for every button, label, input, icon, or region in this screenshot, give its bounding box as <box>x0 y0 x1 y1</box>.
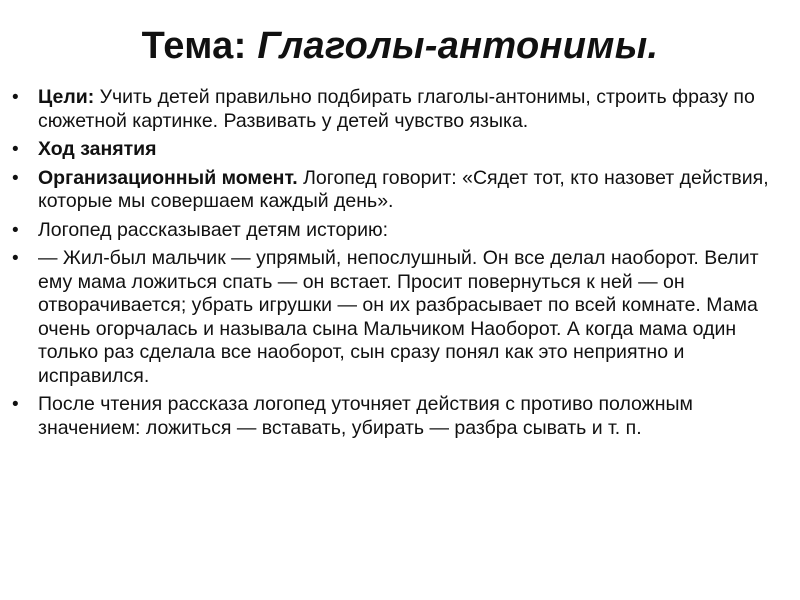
bullet-story-text: — Жил-был мальчик — упрямый, непослушный. Он все делал наоборот. Велит ему мама ложиться спать — он встает. Просит повернуться к ней — он отворачивается; убрать игрушки — он их разбрасывает по всей комнате. Мама очень огорчалась и называла сына Мальчиком Наоборот. А когда мама один только раз сделала все наоборот, сын сразу понял как это неприятно и исправился. <box>38 247 759 387</box>
bullet-organizational-moment <box>38 167 778 214</box>
bullet-after-reading-text: После чтения рассказа логопед уточняет действия с противо положным значением: ложиться — вставать, убирать — разбра сывать и т. п. <box>38 393 693 439</box>
slide-title <box>0 22 800 70</box>
bullet-goals-label: Цели: <box>38 86 95 108</box>
bullet-story-intro <box>38 219 778 243</box>
bullet-lesson-course <box>38 138 778 162</box>
bullet-lesson-course-label: Ход занятия <box>38 138 157 160</box>
bullet-list <box>38 86 778 445</box>
title-topic: Глаголы-антонимы. <box>257 25 659 67</box>
title-prefix: Тема: <box>141 25 258 67</box>
bullet-story-intro-text: Логопед рассказывает детям историю: <box>38 218 389 241</box>
bullet-goals-text: Учить детей правильно подбирать глаголы-антонимы, строить фразу по сюжетной картинке. Развивать у детей чувство языка. <box>38 86 755 132</box>
bullet-organizational-moment-label: Организационный момент. <box>38 166 298 189</box>
bullet-organizational-moment-text: Логопед говорит: «Сядет тот, кто назовет действия, которые мы совершаем каждый день». <box>38 166 769 212</box>
bullet-after-reading <box>38 393 778 440</box>
bullet-goals <box>38 86 778 133</box>
bullet-story <box>38 247 778 388</box>
